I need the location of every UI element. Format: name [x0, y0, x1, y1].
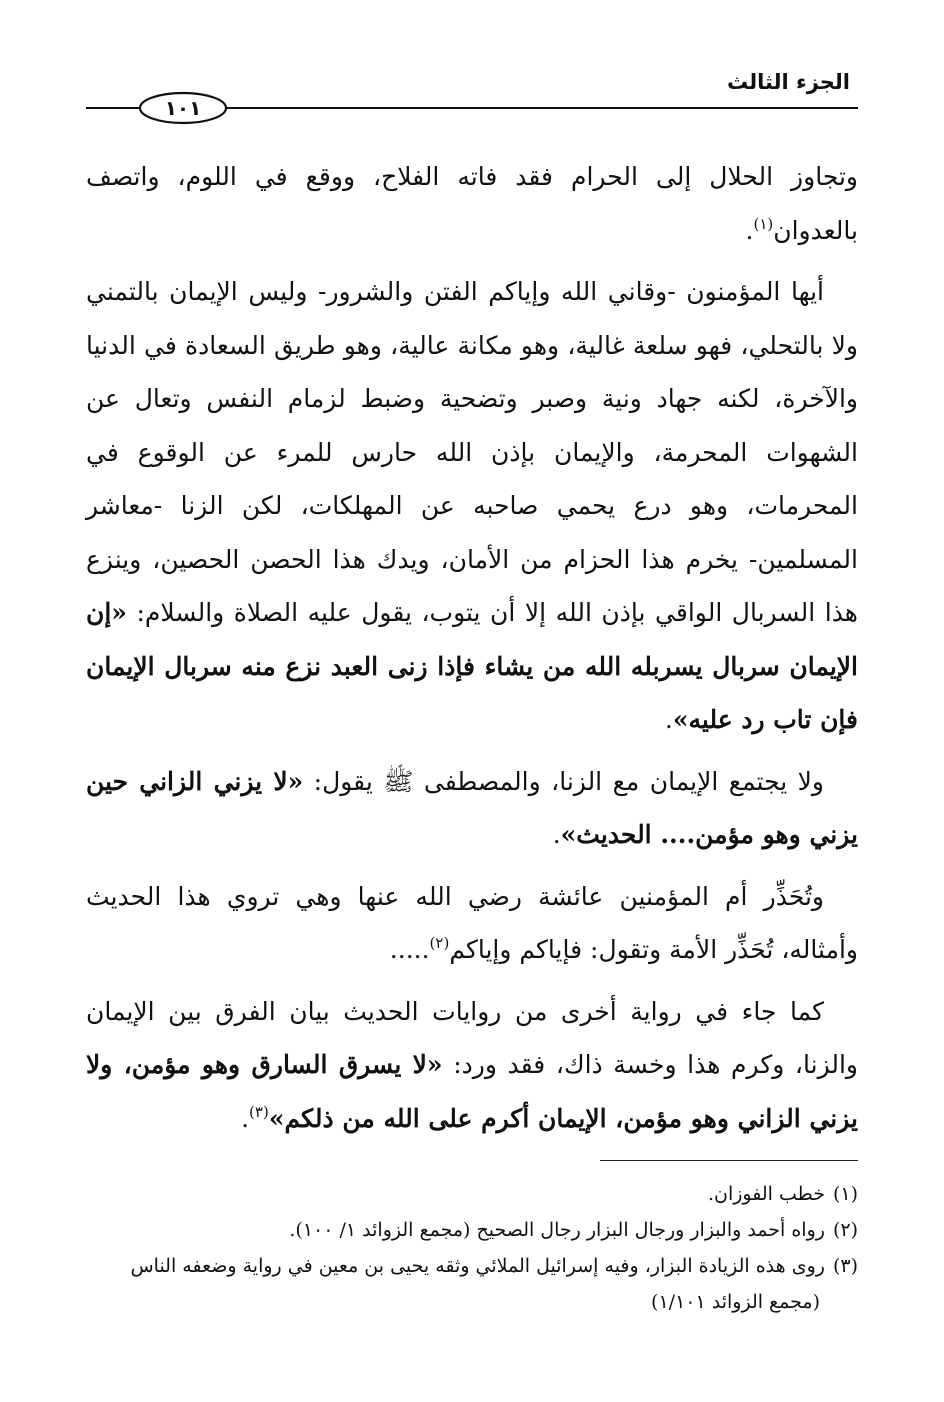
running-title: الجزء الثالث [727, 70, 850, 94]
paragraph-5: كما جاء في رواية أخرى من روايات الحديث بيان الفرق بين الإيمان والزنا، وكرم هذا وخسة ذاك، فقد ورد: «لا يسرق السارق وهو مؤمن، ولا يزني الزاني وهو مؤمن، الإيمان أكرم على الله من ذلكم»$^{(٣)}$. [86, 996, 858, 1133]
footnote-ref-1: (١) [753, 214, 774, 233]
paragraph-2: أيها المؤمنون -وقاني الله وإياكم الفتن والشرور- وليس الإيمان بالتمني ولا بالتحلي، فهو سلعة غالية، وهو مكانة عالية، وهو طريق السعادة في الدنيا والآخرة، لكنه جهاد ونية وصبر وتضحية وضبط لزمام النفس وتعال عن الشهوات المحرمة، والإيمان بإذن الله حارس للمرء عن الوقوع في المحرمات، وهو درع يحمي صاحبه عن المهلكات، لكن الزنا -معاشر المسلمين- يخرم هذا الحزام من الأمان، ويدك هذا الحصن الحصين، وينزع هذا السربال الواقي بإذن الله إلا أن يتوب، يقول عليه الصلاة والسلام: «إن الإيمان سربال يسربله الله من يشاء فإذا زنى العبد نزع منه سربال الإيمان فإن تاب رد عليه». [86, 277, 858, 734]
paragraph-3: ولا يجتمع الإيمان مع الزنا، والمصطفى ﷺ يقول: «لا يزني الزاني حين يزني وهو مؤمن.... الحديث». [86, 766, 858, 849]
footnote-ref-3: (٣) [249, 1102, 269, 1121]
footnote-1: (١)خطب الفوزان. [707, 1183, 858, 1205]
footnote-3: (٣)روى هذه الزيادة البزار، وفيه إسرائيل الملائي وثقه يحيى بن معين في رواية وضعفه الناس [130, 1255, 858, 1277]
main-text [86, 150, 858, 1145]
page-number: ١٠١ [164, 96, 202, 120]
paragraph-1: وتجاوز الحلال إلى الحرام فقد فاته الفلاح، ووقع في اللوم، واتصف بالعدوان$^{(١)}$. [86, 162, 858, 245]
footnote-2: (٢)رواه أحمد والبزار ورجال البزار رجال الصحيح (مجمع الزوائد ١/ ١٠٠). [289, 1219, 858, 1241]
footnote-ref-2: (٢) [429, 934, 450, 952]
hadith-quote-3: «لا يسرق السارق وهو مؤمن، ولا يزني الزاني وهو مؤمن، الإيمان أكرم على الله من ذلكم» [86, 1050, 858, 1133]
footnote-3-continuation: (مجمع الزوائد ١/١٠١) [651, 1291, 820, 1313]
paragraph-4: وتُحَذِّر أم المؤمنين عائشة رضي الله عنها وهي تروي هذا الحديث وأمثاله، تُحَذِّر الأمة وتقول: فإياكم وإياكم$^{(٢)}$..... [86, 881, 858, 964]
footnotes [86, 1176, 858, 1320]
footnote-separator [600, 1160, 858, 1161]
hadith-quote-2: «لا يزني الزاني حين يزني وهو مؤمن.... الحديث» [86, 766, 858, 849]
hadith-quote-1: «إن الإيمان سربال يسربله الله من يشاء فإذا زنى العبد نزع منه سربال الإيمان فإن تاب رد عليه» [86, 598, 858, 734]
